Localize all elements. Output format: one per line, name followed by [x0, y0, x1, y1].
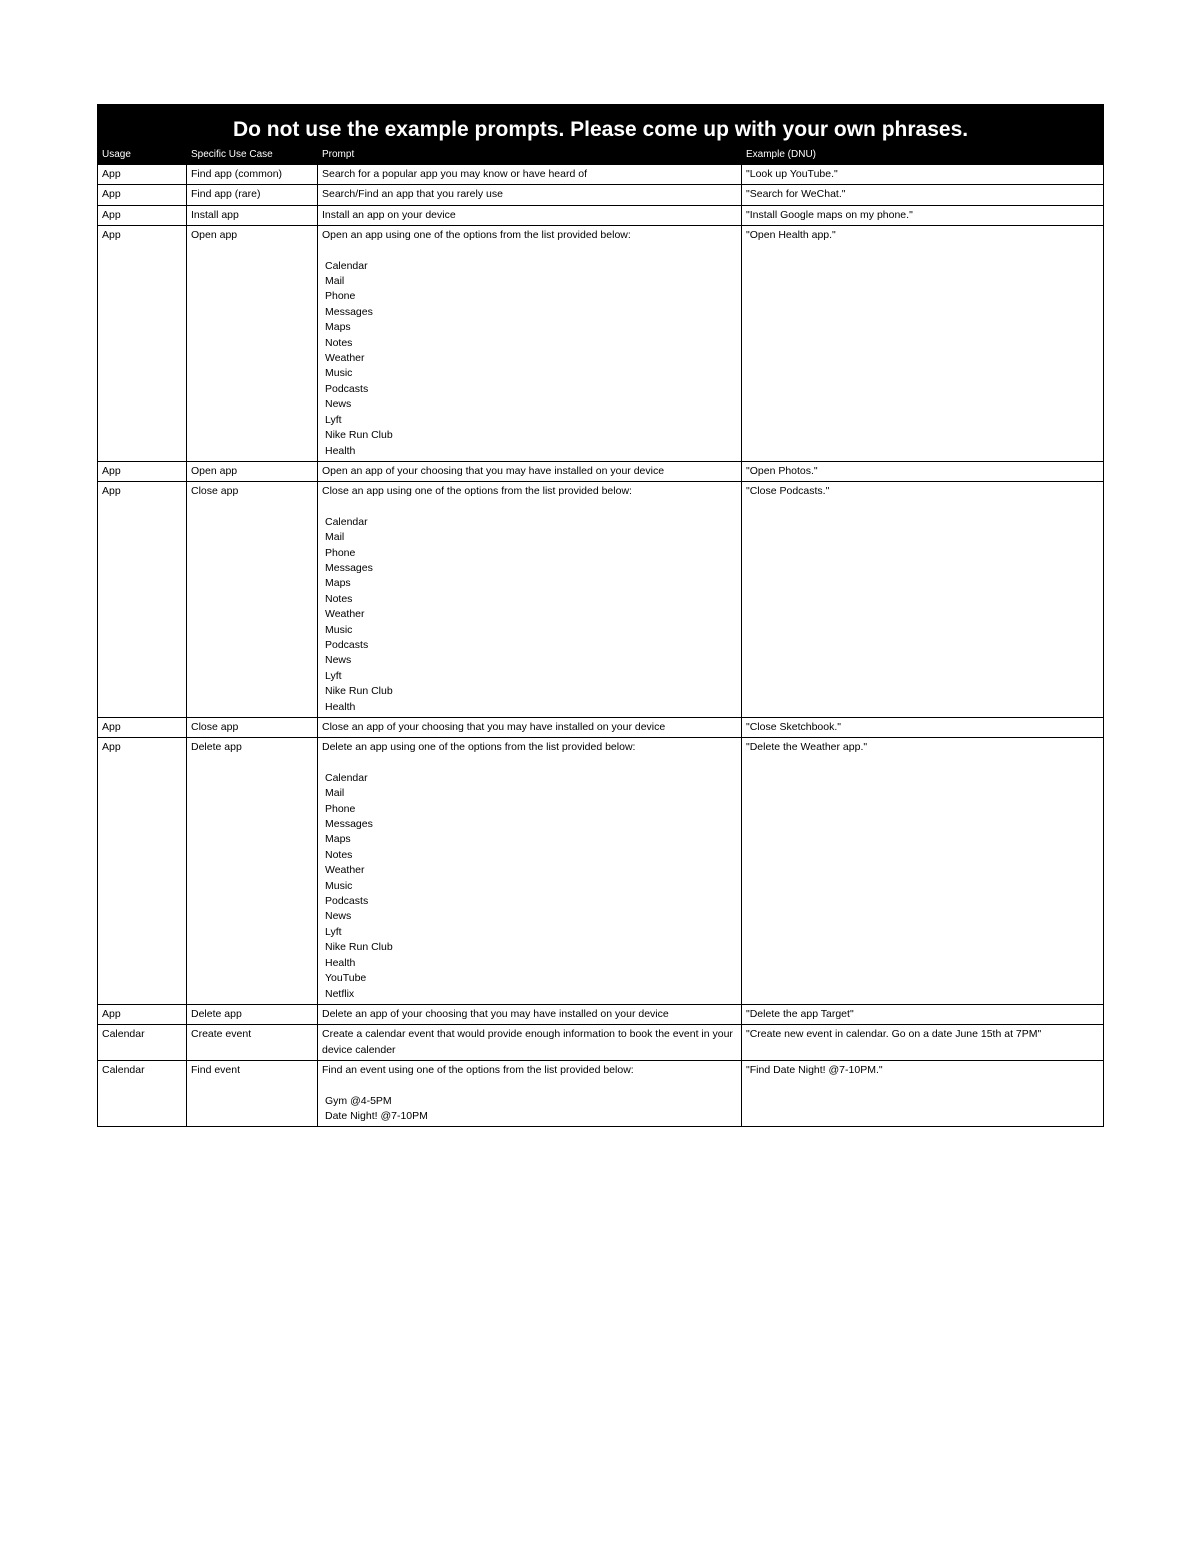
prompt-text: Delete an app of your choosing that you may have installed on your device: [322, 1007, 669, 1020]
table-row: [98, 226, 1104, 462]
option-item: News: [325, 398, 352, 411]
option-item: Messages: [325, 561, 373, 574]
option-item: Lyft: [325, 925, 342, 938]
option-item: Weather: [325, 352, 365, 365]
cell-usage: App: [98, 718, 187, 738]
option-item: Music: [325, 879, 353, 892]
option-item: YouTube: [325, 972, 367, 985]
table-row: [98, 482, 1104, 718]
option-item: Messages: [325, 305, 373, 318]
header-usage: Usage: [98, 147, 187, 165]
cell-usage: App: [98, 1004, 187, 1024]
header-example: Example (DNU): [742, 147, 1104, 165]
option-item: Date Night! @7-10PM: [325, 1109, 428, 1122]
option-list: [325, 515, 737, 715]
cell-example: "Search for WeChat.": [742, 185, 1104, 205]
cell-example: "Look up YouTube.": [742, 165, 1104, 185]
option-item: Lyft: [325, 669, 342, 682]
table-row: [98, 738, 1104, 1005]
option-item: Calendar: [325, 515, 368, 528]
table-row: [98, 185, 1104, 205]
cell-usage: App: [98, 482, 187, 718]
cell-use-case: Close app: [187, 482, 318, 718]
option-item: Phone: [325, 290, 356, 303]
prompt-text: Open an app of your choosing that you may have installed on your device: [322, 464, 665, 477]
table-row: [98, 205, 1104, 225]
prompt-text: Find an event using one of the options from the list provided below:: [322, 1064, 634, 1077]
cell-example: "Find Date Night! @7-10PM.": [742, 1061, 1104, 1127]
option-item: Notes: [325, 848, 353, 861]
cell-prompt: [318, 165, 742, 185]
prompt-text: Create a calendar event that would provide enough information to book the event in your device calender: [322, 1028, 733, 1056]
option-item: Maps: [325, 833, 351, 846]
cell-example: "Close Sketchbook.": [742, 718, 1104, 738]
prompt-text: Close an app using one of the options from the list provided below:: [322, 485, 632, 498]
cell-prompt: [318, 185, 742, 205]
prompt-text: Search for a popular app you may know or have heard of: [322, 168, 587, 180]
prompt-text: Close an app of your choosing that you may have installed on your device: [322, 721, 666, 733]
option-item: Podcasts: [325, 382, 369, 395]
option-item: Mail: [325, 531, 345, 544]
option-item: Phone: [325, 546, 356, 559]
cell-usage: App: [98, 461, 187, 481]
option-item: Phone: [325, 802, 356, 815]
table-body: [98, 165, 1104, 1127]
header-use-case: Specific Use Case: [187, 147, 318, 165]
cell-example: "Delete the app Target": [742, 1004, 1104, 1024]
option-item: Podcasts: [325, 895, 369, 908]
prompt-text: Install an app on your device: [322, 208, 456, 221]
cell-use-case: Find app (common): [187, 165, 318, 185]
cell-usage: App: [98, 226, 187, 462]
cell-usage: App: [98, 185, 187, 205]
option-item: Messages: [325, 818, 373, 831]
option-item: Nike Run Club: [325, 685, 393, 698]
cell-use-case: Install app: [187, 205, 318, 225]
option-list: [325, 259, 737, 459]
cell-usage: Calendar: [98, 1025, 187, 1061]
cell-prompt: [318, 461, 742, 481]
cell-usage: App: [98, 205, 187, 225]
option-item: Calendar: [325, 771, 368, 784]
cell-use-case: Delete app: [187, 738, 318, 1005]
cell-use-case: Find event: [187, 1061, 318, 1127]
option-item: News: [325, 910, 352, 923]
cell-prompt: [318, 718, 742, 738]
table-row: [98, 165, 1104, 185]
option-item: Maps: [325, 577, 351, 590]
option-item: Health: [325, 700, 356, 713]
cell-use-case: Open app: [187, 226, 318, 462]
option-item: Podcasts: [325, 638, 369, 651]
option-item: Maps: [325, 321, 351, 334]
cell-use-case: Find app (rare): [187, 185, 318, 205]
header-row: [98, 147, 1104, 165]
table-row: [98, 461, 1104, 481]
option-item: Weather: [325, 864, 365, 877]
cell-use-case: Open app: [187, 461, 318, 481]
cell-usage: App: [98, 165, 187, 185]
cell-example: "Open Photos.": [742, 461, 1104, 481]
spreadsheet-page: [97, 104, 1103, 1127]
option-item: Music: [325, 367, 353, 380]
prompt-table: [97, 104, 1104, 1127]
cell-example: "Create new event in calendar. Go on a date June 15th at 7PM": [742, 1025, 1104, 1061]
cell-prompt: [318, 226, 742, 462]
option-item: Notes: [325, 336, 353, 349]
cell-usage: Calendar: [98, 1061, 187, 1127]
prompt-text: Open an app using one of the options from the list provided below:: [322, 229, 631, 242]
option-item: Nike Run Club: [325, 941, 393, 954]
cell-prompt: [318, 738, 742, 1005]
prompt-text: Search/Find an app that you rarely use: [322, 188, 503, 201]
cell-prompt: [318, 482, 742, 718]
option-item: Health: [325, 444, 356, 457]
option-item: Health: [325, 956, 356, 969]
cell-prompt: [318, 1025, 742, 1061]
cell-example: "Delete the Weather app.": [742, 738, 1104, 1005]
cell-prompt: [318, 1061, 742, 1127]
table-row: [98, 1004, 1104, 1024]
option-item: Gym @4-5PM: [325, 1094, 392, 1107]
header-prompt: Prompt: [318, 147, 742, 165]
cell-use-case: Delete app: [187, 1004, 318, 1024]
option-item: Weather: [325, 608, 365, 621]
table-row: [98, 1061, 1104, 1127]
cell-use-case: Create event: [187, 1025, 318, 1061]
option-item: Mail: [325, 787, 345, 800]
table-row: [98, 1025, 1104, 1061]
option-list: [325, 771, 737, 1002]
cell-example: "Install Google maps on my phone.": [742, 205, 1104, 225]
option-item: Music: [325, 623, 353, 636]
option-item: Calendar: [325, 259, 368, 272]
option-list: [325, 1094, 737, 1125]
option-item: Lyft: [325, 413, 342, 426]
cell-prompt: [318, 205, 742, 225]
prompt-text: Delete an app using one of the options from the list provided below:: [322, 741, 636, 754]
cell-example: "Open Health app.": [742, 226, 1104, 462]
warning-banner: Do not use the example prompts. Please come up with your own phrases.: [98, 105, 1104, 147]
option-item: News: [325, 654, 352, 667]
cell-example: "Close Podcasts.": [742, 482, 1104, 718]
option-item: Notes: [325, 592, 353, 605]
option-item: Mail: [325, 275, 345, 288]
option-item: Netflix: [325, 987, 355, 1000]
cell-use-case: Close app: [187, 718, 318, 738]
table-row: [98, 718, 1104, 738]
option-item: Nike Run Club: [325, 429, 393, 442]
cell-usage: App: [98, 738, 187, 1005]
cell-prompt: [318, 1004, 742, 1024]
